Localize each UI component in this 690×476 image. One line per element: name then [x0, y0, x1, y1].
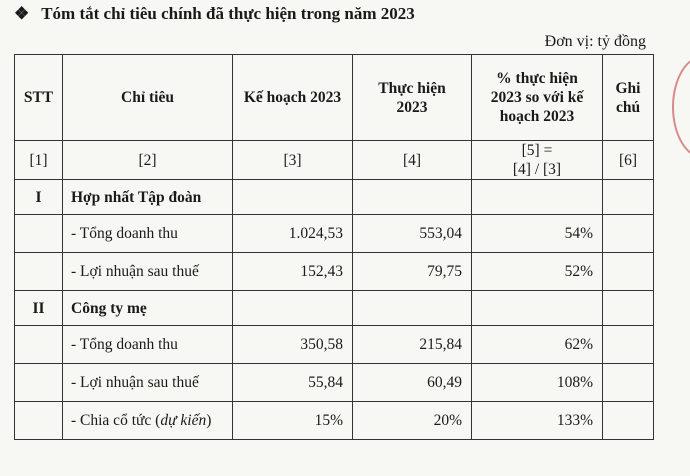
- diamond-bullet-icon: ❖: [14, 4, 30, 23]
- header-chi-tieu: Chỉ tiêu: [63, 55, 233, 141]
- header-thuc-hien: Thực hiện 2023: [353, 55, 472, 141]
- section-row: [15, 291, 654, 326]
- note-value: [603, 215, 654, 253]
- index-cell: [2]: [63, 141, 233, 180]
- header-ke-hoach: Kế hoạch 2023: [233, 55, 353, 141]
- note-value: [603, 364, 654, 402]
- section-number: I: [15, 180, 63, 215]
- pct-value: 108%: [472, 364, 603, 402]
- table-row: [15, 402, 654, 440]
- plan-value: 1.024,53: [233, 215, 353, 253]
- actual-value: 60,49: [353, 364, 472, 402]
- table-row: [15, 253, 654, 291]
- row-label: - Chia cổ tức (dự kiến): [63, 402, 233, 440]
- red-seal-stamp: [672, 55, 690, 159]
- header-ghi-chu: Ghi chú: [603, 55, 654, 141]
- index-cell: [4]: [353, 141, 472, 180]
- index-row: [15, 141, 654, 180]
- index-cell: [5] = [4] / [3]: [472, 141, 603, 180]
- unit-label: Đơn vị: tỷ đồng: [544, 33, 646, 50]
- index-cell: [6]: [603, 141, 654, 180]
- header-stt: STT: [15, 55, 63, 141]
- row-label: - Lợi nhuận sau thuế: [63, 364, 233, 402]
- table-row: [15, 364, 654, 402]
- pct-value: 54%: [472, 215, 603, 253]
- table-row: [15, 326, 654, 364]
- plan-value: 350,58: [233, 326, 353, 364]
- section-row: [15, 180, 654, 215]
- note-value: [603, 402, 654, 440]
- table-row: [15, 215, 654, 253]
- heading-title: Tóm tắt chỉ tiêu chính đã thực hiện trong năm 2023: [41, 4, 415, 23]
- actual-value: 20%: [353, 402, 472, 440]
- section-name: Công ty mẹ: [63, 291, 233, 326]
- pct-value: 133%: [472, 402, 603, 440]
- plan-value: 55,84: [233, 364, 353, 402]
- pct-value: 62%: [472, 326, 603, 364]
- section-name: Hợp nhất Tập đoàn: [63, 180, 233, 215]
- index-cell: [1]: [15, 141, 63, 180]
- actual-value: 553,04: [353, 215, 472, 253]
- row-label: - Tổng doanh thu: [63, 326, 233, 364]
- row-label: - Lợi nhuận sau thuế: [63, 253, 233, 291]
- actual-value: 215,84: [353, 326, 472, 364]
- note-value: [603, 253, 654, 291]
- section-heading: [14, 4, 415, 24]
- header-row: [15, 55, 654, 141]
- plan-value: 152,43: [233, 253, 353, 291]
- indicators-table: [14, 54, 654, 440]
- header-pct: % thực hiện 2023 so với kế hoạch 2023: [472, 55, 603, 141]
- plan-value: 15%: [233, 402, 353, 440]
- note-value: [603, 326, 654, 364]
- actual-value: 79,75: [353, 253, 472, 291]
- pct-value: 52%: [472, 253, 603, 291]
- row-label: - Tổng doanh thu: [63, 215, 233, 253]
- section-number: II: [15, 291, 63, 326]
- index-cell: [3]: [233, 141, 353, 180]
